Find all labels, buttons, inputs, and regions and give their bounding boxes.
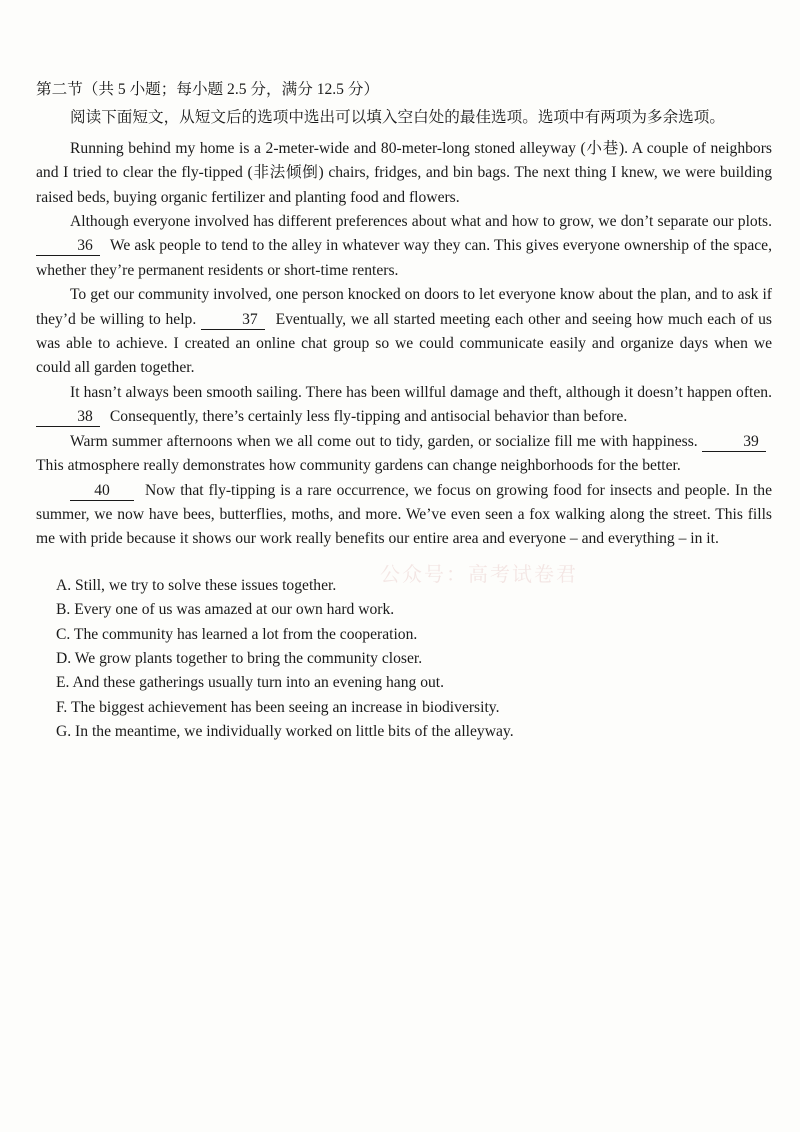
blank-40[interactable]: 40: [70, 482, 134, 501]
option-b: B. Every one of us was amazed at our own hard work.: [56, 601, 395, 619]
paragraph-text-before: It hasn’t always been smooth sailing. There has been willful damage and theft, although it doesn’t happen often.: [70, 383, 772, 401]
passage-paragraph-6: [36, 479, 772, 552]
blank-36[interactable]: 36: [36, 237, 100, 256]
option-c: C. The community has learned a lot from the cooperation.: [56, 625, 418, 643]
blank-38[interactable]: 38: [36, 408, 100, 427]
paragraph-text-after: Eventually, we all started meeting each other and seeing how much each of us was able to achieve. I created an online chat group so we could communicate easily and organize days when we could all garden together.: [36, 310, 773, 377]
paragraph-text-after: Now that fly-tipping is a rare occurrence, we focus on growing food for insects and people. In the summer, we now have bees, butterflies, moths, and more. We’ve even seen a fox walking along the street. This fills me with pride because it shows our work really benefits our entire area and everyone – and everything – in it.: [36, 481, 772, 548]
answer-options: [36, 574, 772, 745]
paragraph-text-after: We ask people to tend to the alley in whatever way they can. This gives everyone ownership of the space, whether they’re permanent residents or short-time renters.: [36, 237, 772, 279]
passage-paragraph-5: [36, 430, 772, 479]
paragraph-text: Running behind my home is a 2-meter-wide and 80-meter-long stoned alleyway (小巷). A couple of neighbors and I tried to clear the fly-tipped (非法倾倒) chairs, fridges, and bin bags. The next thing I knew, we were building raised beds, buying organic fertilizer and planting food and flowers.: [36, 139, 772, 206]
paragraph-text-after: Consequently, there’s certainly less fly-tipping and antisocial behavior than before.: [109, 408, 628, 426]
passage-paragraph-1: [36, 137, 772, 210]
paragraph-text-after: This atmosphere really demonstrates how community gardens can change neighborhoods for the better.: [36, 457, 681, 475]
paragraph-text-before: Warm summer afternoons when we all come out to tidy, garden, or socialize fill me with happiness.: [70, 432, 698, 450]
blank-37[interactable]: 37: [201, 311, 265, 330]
watermark: 公众号：高考试卷君: [380, 562, 578, 586]
option-e: E. And these gatherings usually turn into an evening hang out.: [56, 674, 445, 692]
blank-39[interactable]: 39: [702, 433, 766, 452]
paragraph-text-before: To get our community involved, one person knocked on doors to let everyone know about the plan, and to ask if they’d be willing to help.: [36, 286, 772, 328]
exam-page: [36, 78, 772, 745]
passage-paragraph-4: [36, 381, 772, 430]
paragraph-text-before: Although everyone involved has different preferences about what and how to grow, we don’t separate our plots.: [70, 213, 772, 231]
option-f: F. The biggest achievement has been seeing an increase in biodiversity.: [56, 698, 500, 716]
section-instruction: 阅读下面短文，从短文后的选项中选出可以填入空白处的最佳选项。选项中有两项为多余选项。: [70, 109, 725, 127]
option-g: G. In the meantime, we individually worked on little bits of the alleyway.: [56, 723, 514, 741]
section-heading: 第二节（共 5 小题；每小题 2.5 分，满分 12.5 分）: [36, 81, 380, 98]
passage-paragraph-3: [36, 283, 772, 381]
option-d: D. We grow plants together to bring the community closer.: [56, 649, 423, 667]
option-a: A. Still, we try to solve these issues together.: [56, 576, 337, 594]
passage-paragraph-2: [36, 210, 772, 283]
